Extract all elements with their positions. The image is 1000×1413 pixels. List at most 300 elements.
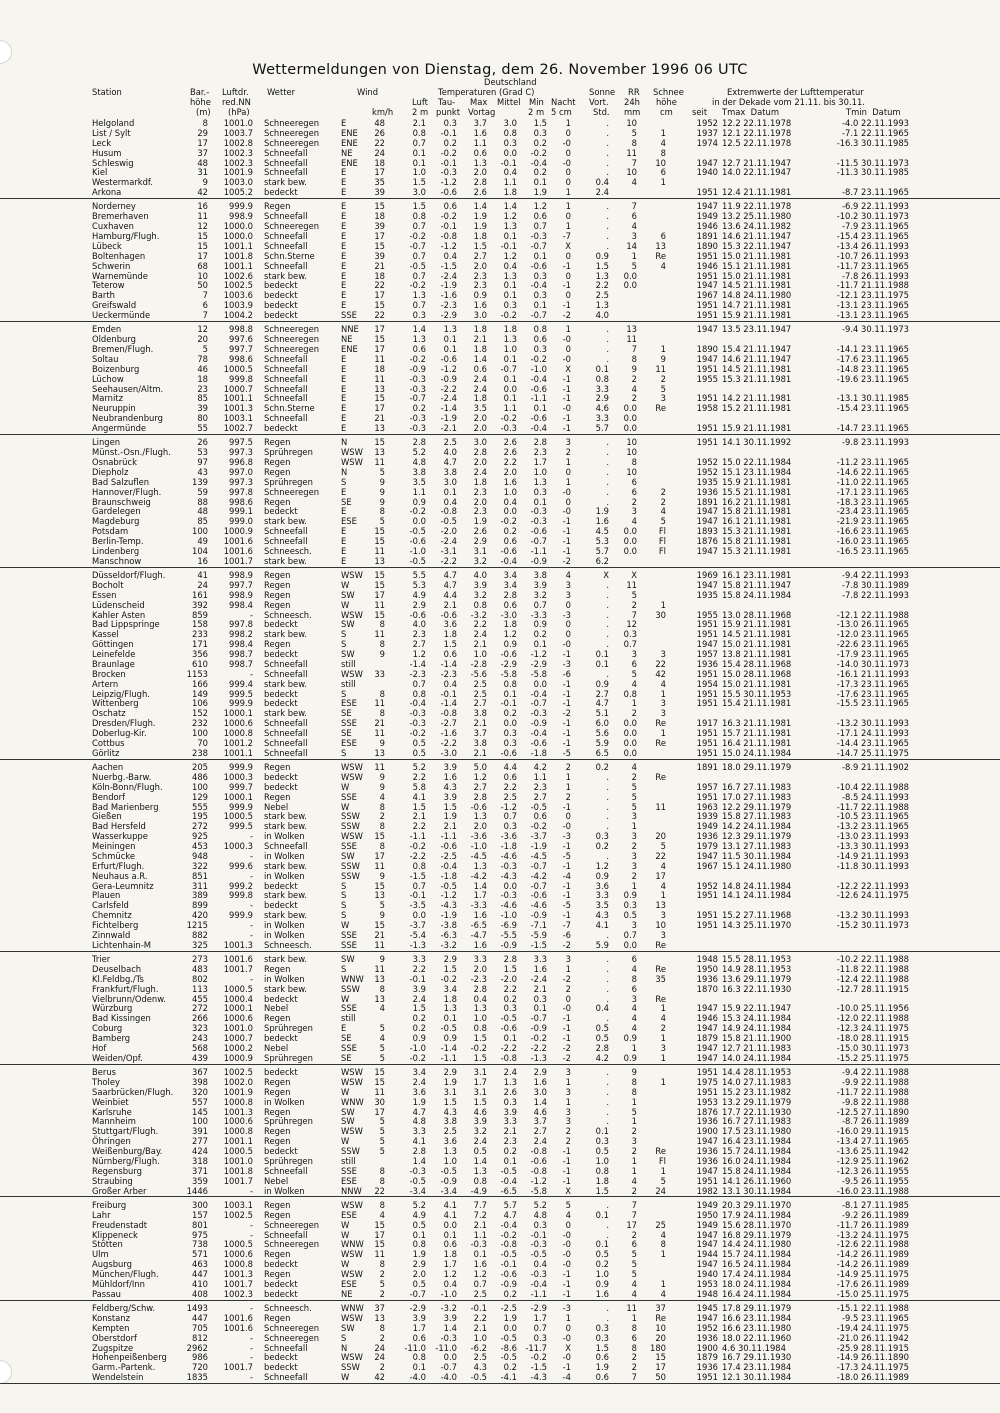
temp-mean-prev-cell: 0.1 (503, 1033, 517, 1044)
temp-mean-prev-cell: -0.5 (500, 1013, 517, 1024)
record-tmax-cell: 15.7 21.11.1981 (722, 728, 792, 739)
temp-mean-prev-cell: -4.6 (500, 900, 517, 911)
temp-night-cell: -1 (562, 526, 571, 537)
pressure-cell: 999.9 (229, 201, 253, 212)
temp-air-cell: 2.0 (412, 1269, 426, 1279)
wind-speed-cell: 15 (374, 831, 385, 842)
wind-direction-cell: E (341, 167, 347, 178)
col-pressure-header-3: (hPa) (228, 107, 250, 117)
record-tmin-cell: -9.4 30.11.1973 (842, 324, 909, 335)
temp-night-cell: -1 (562, 649, 571, 660)
temp-air-cell: 2.8 (412, 437, 426, 448)
wind-speed-cell: 5 (379, 1052, 385, 1063)
record-tmin-cell: -13.0 23.11.1993 (836, 831, 909, 842)
record-since-cell: 1951 (696, 310, 718, 321)
pressure-cell: 998.8 (229, 324, 253, 335)
wind-speed-cell: 17 (374, 231, 385, 242)
barometer-height-cell: 6 (202, 300, 208, 311)
temp-max-prev-cell: 1.6 (473, 910, 487, 921)
station-name-cell: Warnemünde (92, 270, 148, 281)
weather-cell: bedeckt (264, 880, 298, 891)
wind-direction-cell: ESE (341, 698, 357, 709)
dewpoint-cell: -1.9 (440, 910, 457, 921)
dewpoint-cell: 4.1 (443, 1199, 457, 1210)
record-since-cell: 1947 (696, 516, 718, 527)
pressure-cell: 999.9 (229, 762, 253, 773)
pressure-cell: - (249, 1185, 253, 1196)
wind-direction-cell: E (341, 545, 347, 556)
wind-speed-cell: 21 (374, 260, 385, 271)
barometer-height-cell: 555 (192, 801, 208, 812)
dewpoint-cell: -11.0 (435, 1342, 457, 1353)
record-tmax-cell: 15.2 27.11.1968 (722, 910, 792, 921)
station-name-cell: Berus (92, 1067, 117, 1078)
snow-depth-cell: Re (655, 1146, 666, 1157)
pressure-cell: 1000.1 (223, 1003, 253, 1014)
weather-cell: bedeckt (264, 619, 298, 630)
temp-air-cell: 5.3 (412, 579, 426, 590)
record-tmax-cell: 13.8 21.11.1981 (722, 649, 792, 660)
precipitation-cell: 6 (631, 486, 637, 497)
temp-night-cell: -3 (562, 658, 571, 669)
temp-mean-prev-cell: 2.5 (503, 791, 517, 802)
dewpoint-cell: 3.4 (443, 983, 457, 994)
station-name-cell: Meiningen (92, 841, 136, 852)
sunshine-cell: 0.6 (595, 1372, 609, 1383)
wind-speed-cell: 11 (374, 728, 385, 739)
sunshine-cell: 1.9 (595, 1362, 609, 1373)
weather-cell: Schneesch. (264, 939, 312, 950)
temp-mean-prev-cell: -3.6 (500, 831, 517, 842)
temp-air-cell: -2.9 (409, 1303, 426, 1314)
dewpoint-cell: 0.1 (443, 1013, 457, 1024)
dewpoint-cell: 1.9 (443, 1076, 457, 1087)
pressure-cell: - (249, 870, 253, 881)
record-tmax-cell: 14.1 26.11.1960 (722, 1175, 792, 1186)
precipitation-cell: 3 (631, 993, 637, 1004)
snow-depth-cell: 5 (660, 383, 666, 394)
wind-direction-cell: SSE (341, 718, 357, 729)
station-name-cell: Passau (92, 1288, 121, 1299)
temp-min-cell: -0.1 (530, 1229, 547, 1240)
col-bar-header-2: höhe (190, 97, 211, 107)
temp-night-cell: -1 (562, 688, 571, 699)
wind-direction-cell: WSW (341, 1126, 363, 1137)
station-name-cell: Gießen (92, 811, 122, 822)
station-name-cell: Schwerin (92, 260, 131, 271)
precipitation-cell: 14 (626, 240, 637, 251)
temp-min-cell: -0.2 (530, 1352, 547, 1363)
sunshine-cell: 0.9 (595, 250, 609, 261)
wind-direction-cell: E (341, 1023, 347, 1034)
temp-mean-prev-cell: 2.2 (503, 781, 517, 792)
sunshine-cell: 3.5 (595, 900, 609, 911)
record-tmax-cell: 15.0 28.11.1968 (722, 668, 792, 679)
wind-speed-cell: 5 (379, 1023, 385, 1034)
wind-direction-cell: E (341, 353, 347, 364)
temp-night-cell: 0 (565, 147, 571, 158)
wind-direction-cell: WSW (341, 762, 363, 773)
temp-mean-prev-cell: 1.0 (503, 344, 517, 355)
temp-mean-prev-cell: 3.4 (503, 570, 517, 581)
weather-cell: bedeckt (264, 506, 298, 517)
dewpoint-cell: 3.6 (443, 1136, 457, 1147)
barometer-height-cell: 322 (192, 860, 208, 871)
temp-min-cell: -1.3 (530, 1052, 547, 1063)
record-tmin-cell: -11.7 21.11.1988 (836, 280, 909, 291)
temp-mean-prev-cell: 0.1 (503, 290, 517, 301)
pressure-cell: 999.9 (229, 801, 253, 812)
snow-depth-cell: Re (655, 718, 666, 729)
sunshine-cell: 3.6 (595, 880, 609, 891)
sunshine-cell: 1.3 (595, 270, 609, 281)
record-tmin-cell: -13.6 25.11.1942 (836, 1146, 909, 1157)
record-since-cell: 1948 (696, 1288, 718, 1299)
station-name-cell: Leinefelde (92, 649, 136, 660)
temp-air-cell: 0.1 (412, 1229, 426, 1240)
dewpoint-cell: -0.6 (440, 353, 457, 364)
station-name-cell: Lüdenscheid (92, 599, 145, 610)
temp-mean-prev-cell: 1.0 (503, 486, 517, 497)
snow-depth-cell: 30 (655, 609, 666, 620)
temp-mean-prev-cell: 0.1 (503, 1155, 517, 1166)
sunshine-cell: . (606, 457, 609, 468)
record-tmin-cell: -23.4 23.11.1965 (836, 506, 909, 517)
temp-max-prev-cell: 2.0 (473, 821, 487, 832)
precipitation-cell: 4 (631, 1013, 637, 1024)
weather-cell: Regen (264, 1199, 291, 1210)
sunshine-cell: . (606, 167, 609, 178)
snow-depth-cell: 8 (660, 147, 666, 158)
record-since-cell: 1947 (696, 545, 718, 556)
weather-cell: Regen (264, 1269, 291, 1279)
wind-direction-cell: E (341, 300, 347, 311)
temp-min-cell: 0.1 (533, 639, 547, 650)
dewpoint-cell: -1.4 (440, 658, 457, 669)
col-bar-header-3: (m) (196, 107, 211, 117)
record-since-cell: 1893 (696, 526, 718, 537)
wind-speed-cell: 15 (374, 201, 385, 212)
record-since-cell: 1951 (696, 668, 718, 679)
record-tmin-cell: -9.8 22.11.1988 (842, 1096, 909, 1107)
temp-mean-prev-cell: -0.1 (500, 157, 517, 168)
precipitation-cell: 2 (631, 1352, 637, 1363)
temp-night-cell: -1 (562, 910, 571, 921)
wind-speed-cell: 11 (374, 1249, 385, 1260)
pressure-cell: 1000.1 (223, 791, 253, 802)
record-since-cell: 1951 (696, 250, 718, 261)
precipitation-cell: 3 (631, 506, 637, 517)
station-name-cell: Stötten (92, 1239, 123, 1250)
station-name-cell: Kahler Asten (92, 609, 146, 620)
wind-direction-cell: SW (341, 589, 355, 600)
wind-direction-cell: still (341, 1013, 356, 1024)
record-tmin-cell: -13.2 30.11.1993 (836, 910, 909, 921)
temp-night-cell: -1 (562, 841, 571, 852)
temp-mean-prev-cell: 0.3 (503, 737, 517, 748)
temp-air-cell: 2.2 (412, 771, 426, 782)
precipitation-cell: 7 (631, 344, 637, 355)
pressure-cell: 1001.8 (223, 250, 253, 261)
precipitation-cell: 3 (631, 860, 637, 871)
precipitation-cell: 2 (631, 841, 637, 852)
barometer-height-cell: 158 (192, 619, 208, 630)
temp-max-prev-cell: 2.8 (473, 791, 487, 802)
record-tmax-cell: 15.8 21.11.1900 (722, 1033, 792, 1044)
wind-speed-cell: 5 (379, 1146, 385, 1157)
weather-cell: bedeckt (264, 310, 298, 321)
temp-max-prev-cell: 1.9 (473, 221, 487, 232)
station-name-cell: Seehausen/Altm. (92, 383, 164, 394)
sunshine-cell: . (606, 1013, 609, 1024)
record-tmax-cell: 13.6 24.11.1982 (722, 221, 792, 232)
barometer-height-cell: 18 (197, 373, 208, 384)
temp-mean-prev-cell: 0.7 (503, 811, 517, 822)
temp-air-cell: -5.4 (409, 929, 426, 940)
temp-min-cell: -0.2 (530, 1033, 547, 1044)
wind-direction-cell: WSW (341, 1249, 363, 1260)
snow-depth-cell: Fl (658, 1155, 666, 1166)
col-dewpoint-header-2: punkt (436, 107, 461, 117)
barometer-height-cell: 359 (192, 1175, 208, 1186)
station-name-cell: Freudenstadt (92, 1219, 148, 1230)
barometer-height-cell: 12 (197, 324, 208, 335)
barometer-height-cell: 410 (192, 1278, 208, 1289)
pressure-cell: 1001.6 (223, 1312, 253, 1323)
temp-mean-prev-cell: 0.1 (503, 353, 517, 364)
record-tmin-cell: -11.8 22.11.1988 (836, 963, 909, 974)
dewpoint-cell: -0.2 (440, 211, 457, 222)
record-tmin-cell: -15.2 25.11.1975 (836, 1052, 909, 1063)
record-since-cell: 1947 (696, 1239, 718, 1250)
temp-night-cell: 0 (565, 811, 571, 822)
snow-depth-cell: 4 (660, 678, 666, 689)
temp-max-prev-cell: 3.8 (473, 708, 487, 719)
temp-mean-prev-cell: -0.1 (500, 698, 517, 709)
weather-cell: Regen (264, 791, 291, 802)
wind-direction-cell: ESE (341, 737, 357, 748)
temp-mean-prev-cell: -0.2 (500, 516, 517, 527)
sunshine-cell: . (606, 211, 609, 222)
temp-air-cell: 2.4 (412, 993, 426, 1004)
temp-max-prev-cell: 2.4 (473, 466, 487, 477)
temp-min-cell: -0.3 (530, 516, 547, 527)
barometer-height-cell: 7 (202, 290, 208, 301)
station-name-cell: Berlin-Temp. (92, 536, 144, 547)
record-tmax-cell: 15.1 24.11.1980 (722, 860, 792, 871)
snow-depth-cell: 1 (660, 1249, 666, 1260)
record-since-cell: 1954 (696, 678, 718, 689)
record-tmax-cell: 15.0 21.11.1981 (722, 250, 792, 261)
weather-cell: stark bew. (264, 270, 307, 281)
precipitation-cell: 1 (631, 1155, 637, 1166)
sunshine-cell: 2.8 (595, 1042, 609, 1053)
precipitation-cell: 0.0 (623, 536, 637, 547)
station-name-cell: Trier (92, 954, 111, 965)
station-name-cell: Wittenberg (92, 698, 139, 709)
temp-min-cell: 0.4 (533, 1259, 547, 1270)
temp-min-cell: -0.2 (530, 147, 547, 158)
precipitation-cell: 1 (631, 1165, 637, 1176)
record-since-cell: 1947 (696, 280, 718, 291)
temp-max-prev-cell: -4.5 (470, 850, 487, 861)
record-tmax-cell: 17.8 29.11.1979 (722, 1303, 792, 1314)
station-name-cell: Göttingen (92, 639, 134, 650)
weather-cell: bedeckt (264, 649, 298, 660)
precipitation-cell: 3 (631, 1136, 637, 1147)
wind-direction-cell: WSW (341, 1076, 363, 1087)
weather-cell: Regen (264, 466, 291, 477)
pressure-cell: 998.9 (229, 570, 253, 581)
temp-max-prev-cell: 3.1 (473, 1086, 487, 1097)
temp-night-cell: -1 (562, 413, 571, 424)
wind-speed-cell: 17 (374, 1106, 385, 1117)
snow-depth-cell: 4 (660, 1229, 666, 1240)
temp-mean-prev-cell: 0.2 (503, 993, 517, 1004)
temp-mean-prev-cell: 0.3 (503, 137, 517, 148)
temp-min-cell: 2.8 (533, 437, 547, 448)
barometer-height-cell: 738 (192, 1239, 208, 1250)
temp-night-cell: 0 (565, 629, 571, 640)
temp-mean-prev-cell: 2.1 (503, 1126, 517, 1137)
weather-cell: bedeckt (264, 1033, 298, 1044)
barometer-height-cell: 801 (192, 1219, 208, 1230)
record-tmax-cell: 15.5 21.11.1981 (722, 486, 792, 497)
record-since-cell: 1936 (696, 1146, 718, 1157)
dewpoint-cell: 1.2 (443, 1269, 457, 1279)
snow-depth-cell: 8 (660, 1239, 666, 1250)
dewpoint-cell: 1.3 (443, 1146, 457, 1157)
temp-min-cell: 3.7 (533, 1116, 547, 1127)
temp-mean-prev-cell: -2.2 (500, 1042, 517, 1053)
pressure-cell: 1000.5 (223, 363, 253, 374)
temp-mean-prev-cell: 0.3 (503, 728, 517, 739)
weather-cell: bedeckt (264, 781, 298, 792)
temp-air-cell: -0.6 (409, 609, 426, 620)
temp-max-prev-cell: -0.3 (470, 1239, 487, 1250)
station-name-cell: Würzburg (92, 1003, 133, 1014)
temp-night-cell: X (565, 363, 571, 374)
wind-direction-cell: S (341, 900, 347, 911)
pressure-cell: 1001.0 (223, 118, 253, 128)
temp-max-prev-cell: 2.4 (473, 1136, 487, 1147)
wind-speed-cell: 11 (374, 939, 385, 950)
sunshine-cell: 2.2 (595, 280, 609, 291)
wind-direction-cell: W (341, 993, 350, 1004)
temp-mean-prev-cell: -0.6 (500, 1269, 517, 1279)
precipitation-cell: 9 (631, 1067, 637, 1078)
snow-depth-cell: 2 (660, 373, 666, 384)
temp-max-prev-cell: 2.5 (473, 1288, 487, 1299)
temp-air-cell: -0.5 (409, 555, 426, 566)
record-since-cell: 1935 (696, 476, 718, 487)
sunshine-cell: 1.5 (595, 1185, 609, 1196)
wind-direction-cell: SW (341, 1106, 355, 1117)
pressure-cell: 1001.6 (223, 536, 253, 547)
record-tmax-cell: 12.7 21.11.1947 (722, 157, 792, 168)
record-tmax-cell: 16.4 24.11.1984 (722, 1288, 792, 1299)
temp-min-cell: 0.8 (533, 324, 547, 335)
pressure-cell: 1001.6 (223, 545, 253, 556)
wind-direction-cell: S (341, 910, 347, 921)
temp-max-prev-cell: -3.3 (470, 900, 487, 911)
dewpoint-cell: -2.5 (440, 850, 457, 861)
record-since-cell: 1947 (696, 579, 718, 590)
barometer-height-cell: 325 (192, 939, 208, 950)
record-tmin-cell: -18.3 23.11.1965 (836, 496, 909, 507)
temp-min-cell: 3.9 (533, 579, 547, 590)
record-since-cell: 1876 (696, 1106, 718, 1117)
wind-direction-cell: WSW (341, 1199, 363, 1210)
weather-cell: Sprühregen (264, 1155, 313, 1166)
dewpoint-cell: -0.6 (440, 841, 457, 852)
station-name-cell: Kassel (92, 629, 119, 640)
record-tmin-cell: -12.9 25.11.1962 (836, 1155, 909, 1166)
temp-air-cell: 0.7 (412, 221, 426, 232)
temp-air-cell: 1.0 (412, 167, 426, 178)
wind-speed-cell: 8 (379, 841, 385, 852)
temp-air-cell: 0.2 (412, 1013, 426, 1024)
barometer-height-cell: 320 (192, 1086, 208, 1097)
record-since-cell: 1939 (696, 811, 718, 822)
record-tmax-cell: 15.0 21.11.1981 (722, 678, 792, 689)
pressure-cell: 997.3 (229, 476, 253, 487)
barometer-height-cell: 424 (192, 1146, 208, 1157)
barometer-height-cell: 975 (192, 1229, 208, 1240)
dewpoint-cell: 1.3 (443, 1003, 457, 1014)
record-tmin-cell: -14.6 22.11.1965 (836, 466, 909, 477)
snow-depth-cell: 10 (655, 1322, 666, 1333)
record-since-cell: 1948 (696, 954, 718, 965)
precipitation-cell: 11 (626, 579, 637, 590)
record-tmin-cell: -7.1 22.11.1965 (842, 127, 909, 138)
record-since-cell: 1936 (696, 486, 718, 497)
precipitation-cell: 2 (631, 1362, 637, 1373)
dewpoint-cell: 0.1 (443, 486, 457, 497)
wind-speed-cell: 2 (379, 1362, 385, 1373)
station-name-cell: Weiden/Opf. (92, 1052, 143, 1063)
table-row (0, 139, 1000, 149)
weather-cell: Sprühregen (264, 1116, 313, 1127)
sunshine-cell: . (606, 1312, 609, 1323)
table-row (0, 891, 1000, 901)
barometer-height-cell: 17 (197, 250, 208, 261)
snow-depth-cell: 20 (655, 831, 666, 842)
record-since-cell: 1947 (696, 1052, 718, 1063)
sunshine-cell: 4.5 (595, 526, 609, 537)
pressure-cell: 998.9 (229, 211, 253, 222)
record-tmin-cell: -9.5 23.11.1965 (842, 1312, 909, 1323)
sunshine-cell: 0.2 (595, 1259, 609, 1270)
temp-max-prev-cell: -6.5 (470, 920, 487, 931)
barometer-height-cell: 948 (192, 850, 208, 861)
station-name-cell: Lichtenhain-M (92, 939, 151, 950)
temp-air-cell: -0.1 (409, 973, 426, 984)
precipitation-cell: 7 (631, 157, 637, 168)
temp-max-prev-cell: -3.2 (470, 609, 487, 620)
barometer-height-cell: 97 (197, 457, 208, 468)
temp-night-cell: -0 (562, 1332, 571, 1343)
wind-speed-cell: 9 (379, 954, 385, 965)
snow-depth-cell: 3 (660, 929, 666, 940)
wind-direction-cell: SSW (341, 1362, 360, 1373)
dewpoint-cell: -3.2 (440, 1303, 457, 1314)
barometer-height-cell: 568 (192, 1042, 208, 1053)
wind-direction-cell: ESE (341, 516, 357, 527)
weather-cell: bedeckt (264, 900, 298, 911)
temp-min-cell: 4.6 (533, 1106, 547, 1117)
snow-depth-cell: Re (655, 939, 666, 950)
